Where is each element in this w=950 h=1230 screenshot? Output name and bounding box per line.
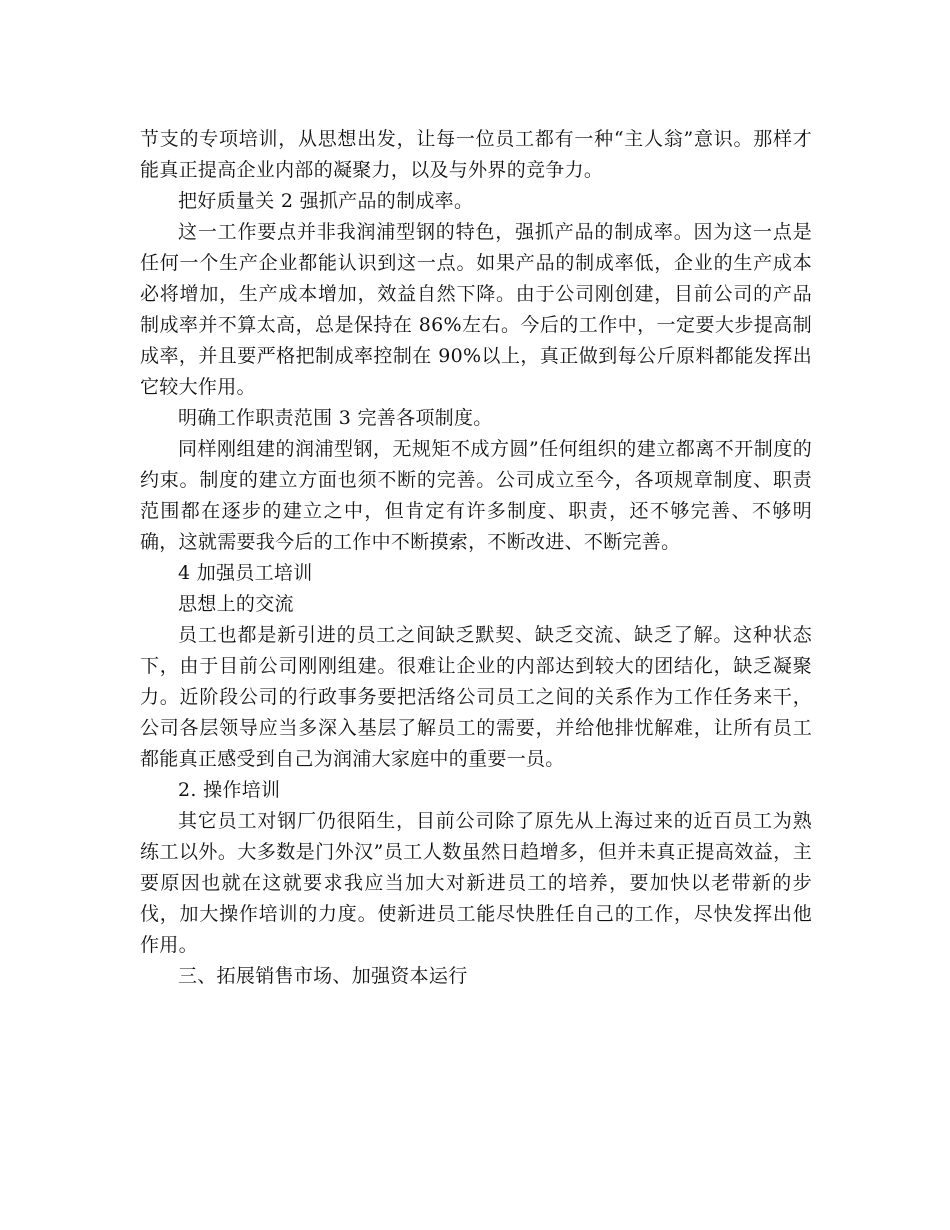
paragraph-yield-rate: 这一工作要点并非我润浦型钢的特色，强抓产品的制成率。因为这一点是任何一个生产企业都能认识到这一点。如果产品的制成率低，企业的生产成本必将增加，生产成本增加，效益自然下降。由于公司刚创建，目前公司的产品制成率并不算太高，总是保持在 86%左右。今后的工作中，一定要大步提高制成率，并且要严格把制成率控制在 90%以上，真正做到每公斤原料都能发挥出它较大作用。 bbox=[140, 221, 812, 398]
heading-quality-control: 把好质量关 2 强抓产品的制成率。 bbox=[178, 190, 474, 212]
paragraph-training-consciousness: 节支的专项培训，从思想出发，让每一位员工都有一种“主人翁”意识。那样才能真正提高企业内部的凝聚力，以及与外界的竞争力。 bbox=[140, 128, 812, 181]
heading-operation-training: 2. 操作培训 bbox=[178, 779, 281, 801]
heading-responsibilities: 明确工作职责范围 3 完善各项制度。 bbox=[178, 407, 493, 429]
paragraph-rules-system: 同样刚组建的润浦型钢，无规矩不成方圆”任何组织的建立都离不开制度的约束。制度的建立方面也须不断的完善。公司成立至今，各项规章制度、职责范围都在逐步的建立之中，但肯定有许多制度、职责，还不够完善、不够明确，这就需要我今后的工作中不断摸索，不断改进、不断完善。 bbox=[140, 438, 812, 553]
heading-staff-training: 4 加强员工培训 bbox=[178, 562, 313, 584]
paragraph-staff-communication: 员工也都是新引进的员工之间缺乏默契、缺乏交流、缺乏了解。这种状态下，由于目前公司刚刚组建。很难让企业的内部达到较大的团结化，缺乏凝聚力。近阶段公司的行政事务要把活络公司员工之间的关系作为工作任务来干，公司各层领导应当多深入基层了解员工的需要，并给他排忧解难，让所有员工都能真正感受到自己为润浦大家庭中的重要一员。 bbox=[140, 624, 812, 770]
heading-sales-market: 三、拓展销售市场、加强资本运行 bbox=[178, 965, 468, 987]
heading-ideological-exchange: 思想上的交流 bbox=[178, 593, 294, 615]
paragraph-new-staff-training: 其它员工对钢厂仍很陌生，目前公司除了原先从上海过来的近百员工为熟练工以外。大多数是门外汉”员工人数虽然日趋增多，但并未真正提高效益，主要原因也就在这就要求我应当加大对新进员工的培养，要加快以老带新的步伐，加大操作培训的力度。使新进员工能尽快胜任自己的工作，尽快发挥出他作用。 bbox=[140, 810, 812, 956]
document-body bbox=[140, 124, 812, 992]
